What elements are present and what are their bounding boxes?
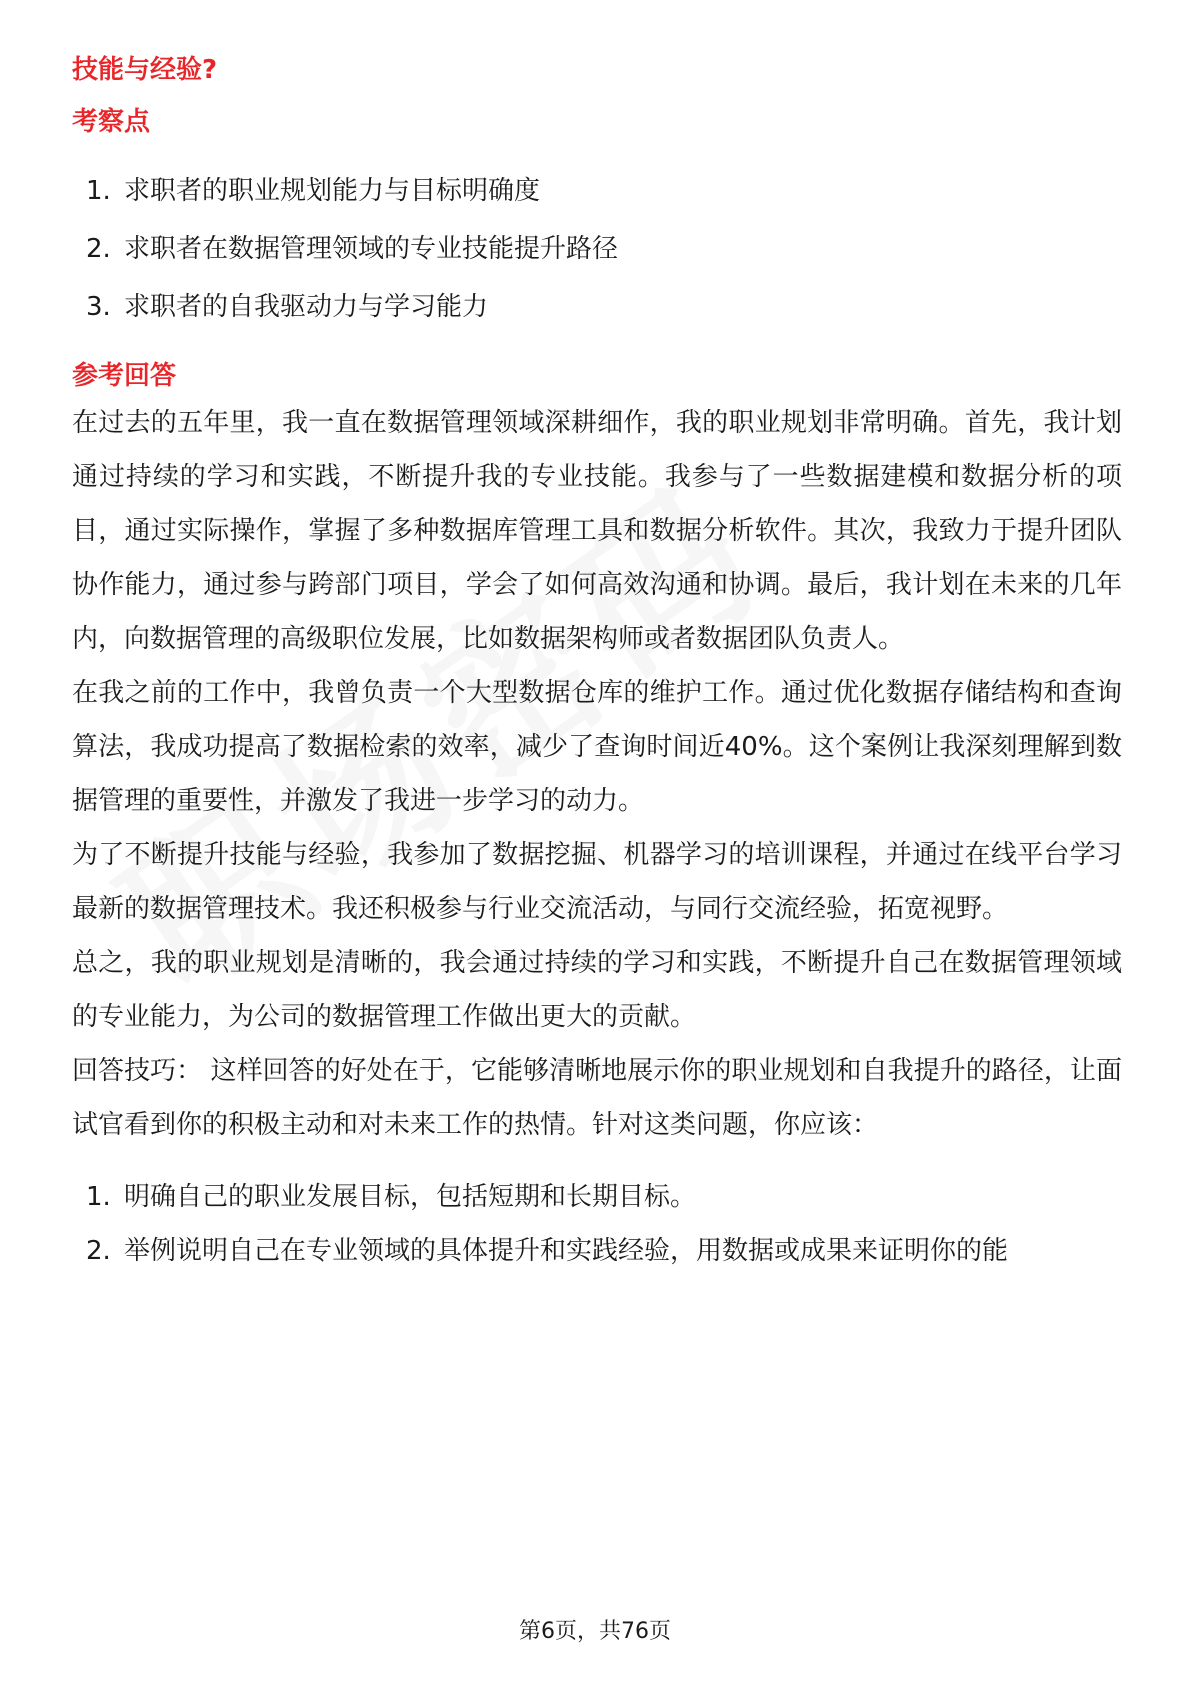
list-number: 3. [86, 292, 111, 322]
tips-list [72, 1170, 1122, 1278]
page-footer: 第6页，共76页 [519, 1619, 671, 1644]
list-item [72, 278, 1122, 336]
points-list [72, 162, 1122, 336]
tips-intro-paragraph: 回答技巧： 这样回答的好处在于，它能够清晰地展示你的职业规划和自我提升的路径，让面试官看到你的积极主动和对未来工作的热情。针对这类问题，你应该： [72, 1056, 1122, 1140]
answer-paragraph: 在我之前的工作中，我曾负责一个大型数据仓库的维护工作。通过优化数据存储结构和查询算法，我成功提高了数据检索的效率，减少了查询时间近40%。这个案例让我深刻理解到数据管理的重要性，并激发了我进一步学习的动力。 [72, 678, 1122, 816]
answer-paragraph: 在过去的五年里，我一直在数据管理领域深耕细作，我的职业规划非常明确。首先，我计划通过持续的学习和实践，不断提升我的专业技能。我参与了一些数据建模和数据分析的项目，通过实际操作，掌握了多种数据库管理工具和数据分析软件。其次，我致力于提升团队协作能力，通过参与跨部门项目，学会了如何高效沟通和协调。最后，我计划在未来的几年内，向数据管理的高级职位发展，比如数据架构师或者数据团队负责人。 [72, 408, 1122, 654]
list-number: 2. [86, 234, 111, 264]
list-item [72, 1170, 1122, 1224]
list-text: 明确自己的职业发展目标，包括短期和长期目标。 [124, 1182, 697, 1212]
list-number: 1. [86, 176, 111, 206]
section-heading-points: 考察点 [72, 107, 151, 137]
list-text: 求职者的自我驱动力与学习能力 [124, 292, 489, 322]
list-text: 举例说明自己在专业领域的具体提升和实践经验，用数据或成果来证明你的能 [124, 1236, 1009, 1266]
content [72, 40, 1122, 1278]
answer-paragraph: 为了不断提升技能与经验，我参加了数据挖掘、机器学习的培训课程，并通过在线平台学习最新的数据管理技术。我还积极参与行业交流活动，与同行交流经验，拓宽视野。 [72, 840, 1122, 924]
list-text: 求职者在数据管理领域的专业技能提升路径 [124, 234, 619, 264]
list-item [72, 162, 1122, 220]
list-text: 求职者的职业规划能力与目标明确度 [124, 176, 541, 206]
list-item [72, 220, 1122, 278]
list-number: 1. [86, 1182, 111, 1212]
list-item [72, 1224, 1122, 1278]
section-heading-answer: 参考回答 [72, 361, 177, 391]
answer-paragraph: 总之，我的职业规划是清晰的，我会通过持续的学习和实践，不断提升自己在数据管理领域的专业能力，为公司的数据管理工作做出更大的贡献。 [72, 948, 1122, 1032]
list-number: 2. [86, 1236, 111, 1266]
page-title: 技能与经验? [72, 55, 218, 85]
